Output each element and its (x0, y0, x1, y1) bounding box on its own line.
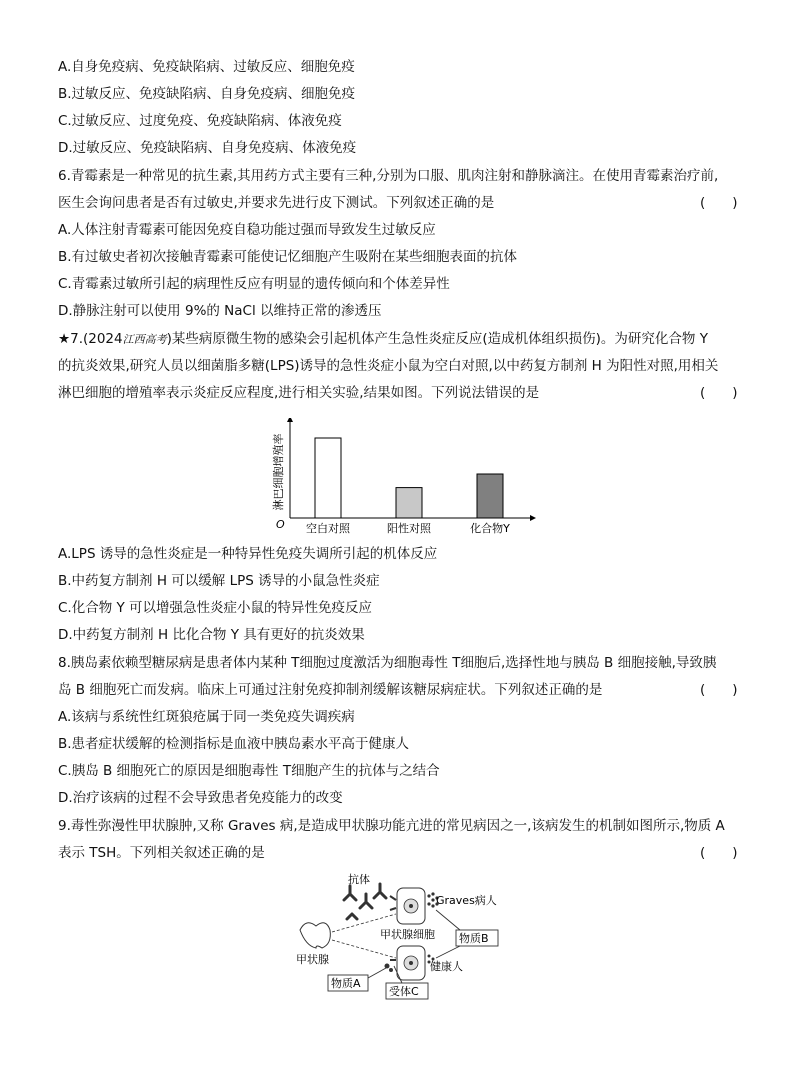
q7-prefix: ★7.(2024 (58, 331, 123, 347)
bar-1 (396, 488, 422, 518)
arrow-b-to-healthy (436, 946, 460, 958)
graves-mechanism-diagram (290, 870, 510, 1000)
q7-option-c: C.化合物 Y 可以增强急性炎症小鼠的特异性免疫反应 (58, 600, 373, 616)
q8-answer-paren: ( ) (700, 682, 738, 698)
q8-option-b: B.患者症状缓解的检测指标是血液中胰岛素水平高于健康人 (58, 736, 410, 752)
q7-option-a: A.LPS 诱导的急性炎症是一种特异性免疫失调所引起的机体反应 (58, 546, 438, 562)
x-tick-label-0: 空白对照 (306, 522, 350, 535)
q7-option-d: D.中药复方制剂 H 比化合物 Y 具有更好的抗炎效果 (58, 627, 365, 643)
healthy-person-label: 健康人 (430, 960, 463, 973)
bar-2 (477, 474, 503, 518)
arrow-a-to-cell (368, 968, 386, 978)
q8-option-a: A.该病与系统性红斑狼疮属于同一类免疫失调疾病 (58, 709, 355, 725)
q7-stem-line2: 的抗炎效果,研究人员以细菌脂多糖(LPS)诱导的急性炎症小鼠为空白对照,以中药复方制剂 H 为阳性对照,用相关 (58, 358, 719, 374)
x-tick-label-1: 阳性对照 (387, 522, 431, 535)
q5-option-b: B.过敏反应、免疫缺陷病、自身免疫病、细胞免疫 (58, 86, 356, 102)
dashed-link-healthy (332, 940, 396, 958)
q9-answer-paren: ( ) (700, 845, 738, 861)
q6-stem-line2: 医生会询问患者是否有过敏史,并要求先进行皮下测试。下列叙述正确的是 (58, 195, 495, 211)
q5-option-d: D.过敏反应、免疫缺陷病、自身免疫病、体液免疫 (58, 140, 357, 156)
q7-source-tag: 江西高考 (122, 333, 167, 346)
receptor-c-label: 受体C (389, 985, 419, 998)
thyroid-gland-label: 甲状腺 (296, 953, 329, 966)
q6-answer-paren: ( ) (700, 195, 738, 211)
x-tick-label-2: 化合物Y (470, 522, 510, 535)
thyroid-gland-icon (300, 923, 330, 948)
substance-a-label: 物质A (331, 977, 361, 990)
chart-y-label: 淋巴细胞增殖率 (272, 433, 285, 511)
thyroid-cell-label: 甲状腺细胞 (380, 928, 435, 941)
q8-option-d: D.治疗该病的过程不会导致患者免疫能力的改变 (58, 790, 343, 806)
substance-b-label: 物质B (459, 932, 489, 945)
q5-option-c: C.过敏反应、过度免疫、免疫缺陷病、体液免疫 (58, 113, 342, 129)
q6-option-b: B.有过敏史者初次接触青霉素可能使记忆细胞产生吸附在某些细胞表面的抗体 (58, 249, 518, 265)
q8-stem-line2: 岛 B 细胞死亡而发病。临床上可通过注射免疫抑制剂缓解该糖尿病症状。下列叙述正确的是 (58, 682, 603, 698)
antibody-label: 抗体 (348, 873, 370, 886)
arrow-b-to-graves (436, 910, 460, 930)
bar-0 (315, 438, 341, 518)
chart-x-arrow (530, 515, 536, 521)
q6-option-d: D.静脉注射可以使用 9%的 NaCl 以维持正常的渗透压 (58, 303, 382, 319)
q7-stem-line3: 淋巴细胞的增殖率表示炎症反应程度,进行相关实验,结果如图。下列说法错误的是 (58, 385, 540, 401)
q5-option-a: A.自身免疫病、免疫缺陷病、过敏反应、细胞免疫 (58, 59, 355, 75)
q7-option-b: B.中药复方制剂 H 可以缓解 LPS 诱导的小鼠急性炎症 (58, 573, 380, 589)
chart-y-arrow (287, 418, 293, 422)
q8-stem-line1: 8.胰岛素依赖型糖尿病是患者体内某种 T细胞过度激活为细胞毒性 T细胞后,选择性地与胰岛 B 细胞接触,导致胰 (58, 655, 717, 671)
graves-patient-label: Graves病人 (436, 894, 497, 907)
q6-stem-line1: 6.青霉素是一种常见的抗生素,其用药方式主要有三种,分别为口服、肌肉注射和静脉滴注。在使用青霉素治疗前, (58, 168, 719, 184)
q6-option-a: A.人体注射青霉素可能因免疫自稳功能过强而导致发生过敏反应 (58, 222, 436, 238)
antibody-icons (344, 884, 386, 919)
chart-origin-label: O (276, 518, 285, 531)
q9-stem-line2: 表示 TSH。下列相关叙述正确的是 (58, 845, 265, 861)
q7-stem-line1 (58, 330, 708, 349)
healthy-thyroid-cell (385, 946, 426, 980)
q7-stem-rest: )某些病原微生物的感染会引起机体产生急性炎症反应(造成机体组织损伤)。为研究化合物 Y (166, 331, 708, 347)
q7-answer-paren: ( ) (700, 385, 738, 401)
proliferation-bar-chart (262, 418, 542, 540)
q6-option-c: C.青霉素过敏所引起的病理性反应有明显的遗传倾向和个体差异性 (58, 276, 450, 292)
q8-option-c: C.胰岛 B 细胞死亡的原因是细胞毒性 T细胞产生的抗体与之结合 (58, 763, 440, 779)
graves-thyroid-cell (390, 888, 425, 924)
q9-stem-line1: 9.毒性弥漫性甲状腺肿,又称 Graves 病,是造成甲状腺功能亢进的常见病因之一,该病发生的机制如图所示,物质 A (58, 818, 725, 834)
